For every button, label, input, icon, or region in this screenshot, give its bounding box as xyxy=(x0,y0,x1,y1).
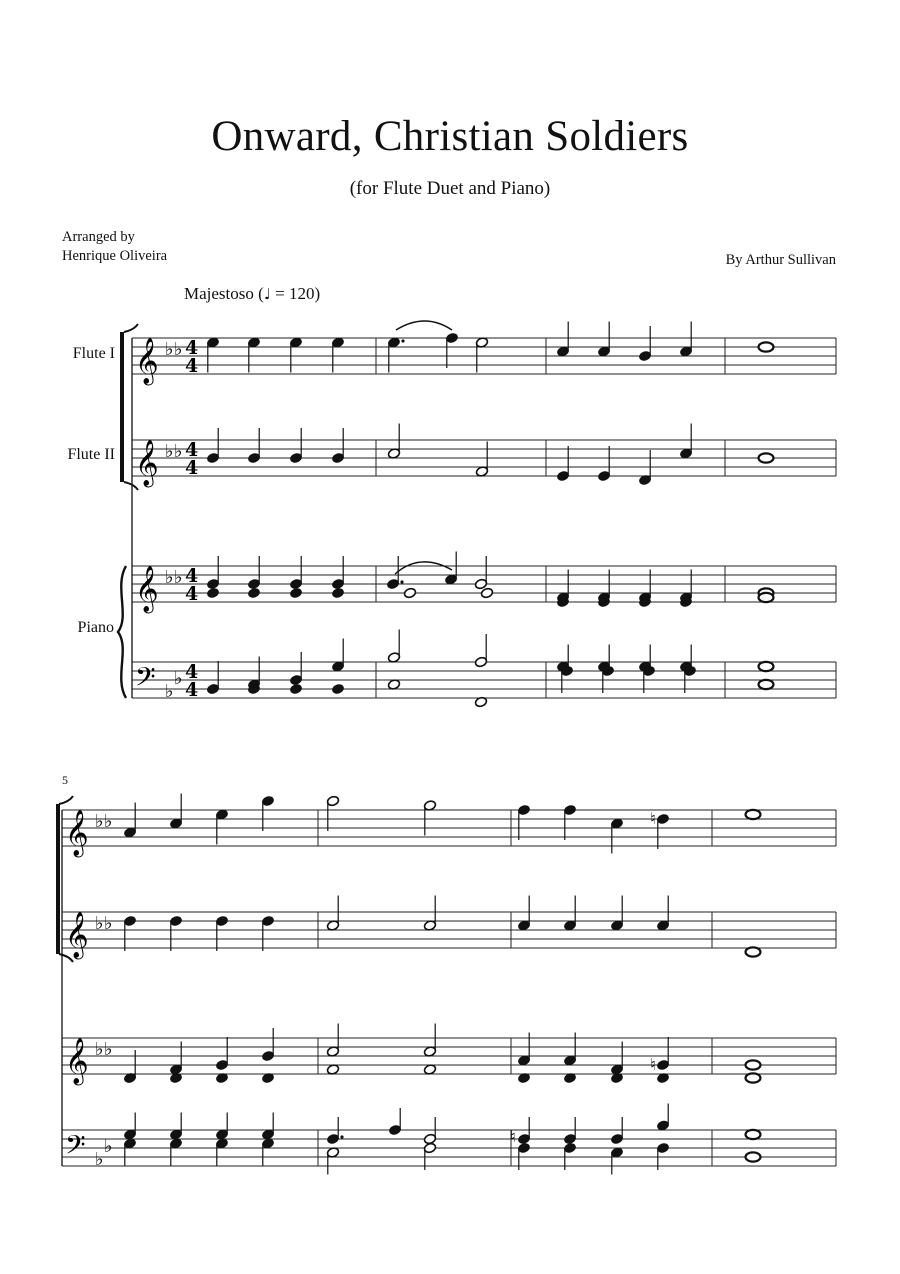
quarter-note-icon: ♩ xyxy=(263,285,271,303)
whole-note xyxy=(746,1152,761,1161)
whole-note xyxy=(759,680,774,689)
bass-clef-icon: 𝄢 xyxy=(65,1129,86,1167)
score-title: Onward, Christian Soldiers xyxy=(211,113,689,160)
tempo-bpm: = 120 xyxy=(275,284,315,303)
time-signature: 4 xyxy=(185,583,199,605)
composer-credit: By Arthur Sullivan xyxy=(725,252,836,268)
bracket-hook xyxy=(124,324,138,332)
flat-icon: ♭ xyxy=(165,567,174,588)
note-head xyxy=(206,587,219,599)
time-signature: 4 xyxy=(185,439,199,461)
instrument-label-flute2: Flute II xyxy=(67,446,115,463)
bracket-hook xyxy=(59,796,73,804)
instrument-label-piano: Piano xyxy=(77,619,114,636)
flat-icon: ♭ xyxy=(95,1039,104,1060)
arranger-label: Arranged by xyxy=(62,229,135,245)
whole-note xyxy=(759,593,774,602)
note-head xyxy=(331,587,344,599)
whole-note xyxy=(759,342,774,351)
whole-note xyxy=(746,1060,761,1069)
dot xyxy=(401,339,404,342)
time-signature: 4 xyxy=(185,355,199,377)
arranger-name: Henrique Oliveira xyxy=(62,248,168,264)
flat-icon: ♭ xyxy=(104,1039,113,1060)
flat-icon: ♭ xyxy=(165,339,174,360)
dot xyxy=(400,580,403,583)
treble-clef-icon: 𝄞 xyxy=(135,440,159,486)
flat-icon: ♭ xyxy=(95,913,104,934)
whole-note xyxy=(746,1073,761,1082)
whole-note xyxy=(746,810,761,819)
time-signature: 4 xyxy=(185,679,199,701)
flat-icon: ♭ xyxy=(104,811,113,832)
staves xyxy=(56,324,836,1170)
measure-number: 5 xyxy=(62,773,68,787)
natural-icon: ♮ xyxy=(650,1055,656,1074)
natural-icon: ♮ xyxy=(510,1127,516,1146)
piano-brace xyxy=(118,566,126,698)
time-signature: 4 xyxy=(185,337,199,359)
flat-icon: ♭ xyxy=(174,668,183,689)
note-head xyxy=(480,587,493,599)
time-signature: 4 xyxy=(185,457,199,479)
natural-icon: ♮ xyxy=(650,809,656,828)
time-signature: 4 xyxy=(185,661,199,683)
whole-note xyxy=(746,1130,761,1139)
tempo-marking: Majestoso (♩ = 120) xyxy=(184,284,321,303)
note-head xyxy=(289,587,302,599)
flat-icon: ♭ xyxy=(165,441,174,462)
slur xyxy=(396,321,452,330)
time-signature: 4 xyxy=(185,565,199,587)
treble-clef-icon: 𝄞 xyxy=(135,566,159,612)
flat-icon: ♭ xyxy=(174,339,183,360)
tempo-word: Majestoso xyxy=(184,284,254,303)
note-head xyxy=(331,683,344,695)
note-head xyxy=(247,587,260,599)
flat-icon: ♭ xyxy=(104,1136,113,1157)
flat-icon: ♭ xyxy=(165,681,174,702)
score-subtitle: (for Flute Duet and Piano) xyxy=(349,178,551,199)
slur xyxy=(395,562,452,574)
treble-clef-icon: 𝄞 xyxy=(135,338,159,384)
ensemble-bracket xyxy=(56,804,60,954)
flat-icon: ♭ xyxy=(95,811,104,832)
whole-note xyxy=(759,662,774,671)
note-head xyxy=(403,587,416,599)
ensemble-bracket xyxy=(120,332,124,482)
treble-clef-icon: 𝄞 xyxy=(65,810,89,856)
bass-clef-icon: 𝄢 xyxy=(135,661,156,699)
flat-icon: ♭ xyxy=(174,567,183,588)
note-head xyxy=(289,683,302,695)
dot xyxy=(340,1135,343,1138)
whole-note xyxy=(759,453,774,462)
treble-clef-icon: 𝄞 xyxy=(65,1038,89,1084)
flat-icon: ♭ xyxy=(104,913,113,934)
whole-note xyxy=(746,947,761,956)
flat-icon: ♭ xyxy=(174,441,183,462)
treble-clef-icon: 𝄞 xyxy=(65,912,89,958)
instrument-label-flute1: Flute I xyxy=(72,345,115,362)
flat-icon: ♭ xyxy=(95,1149,104,1170)
